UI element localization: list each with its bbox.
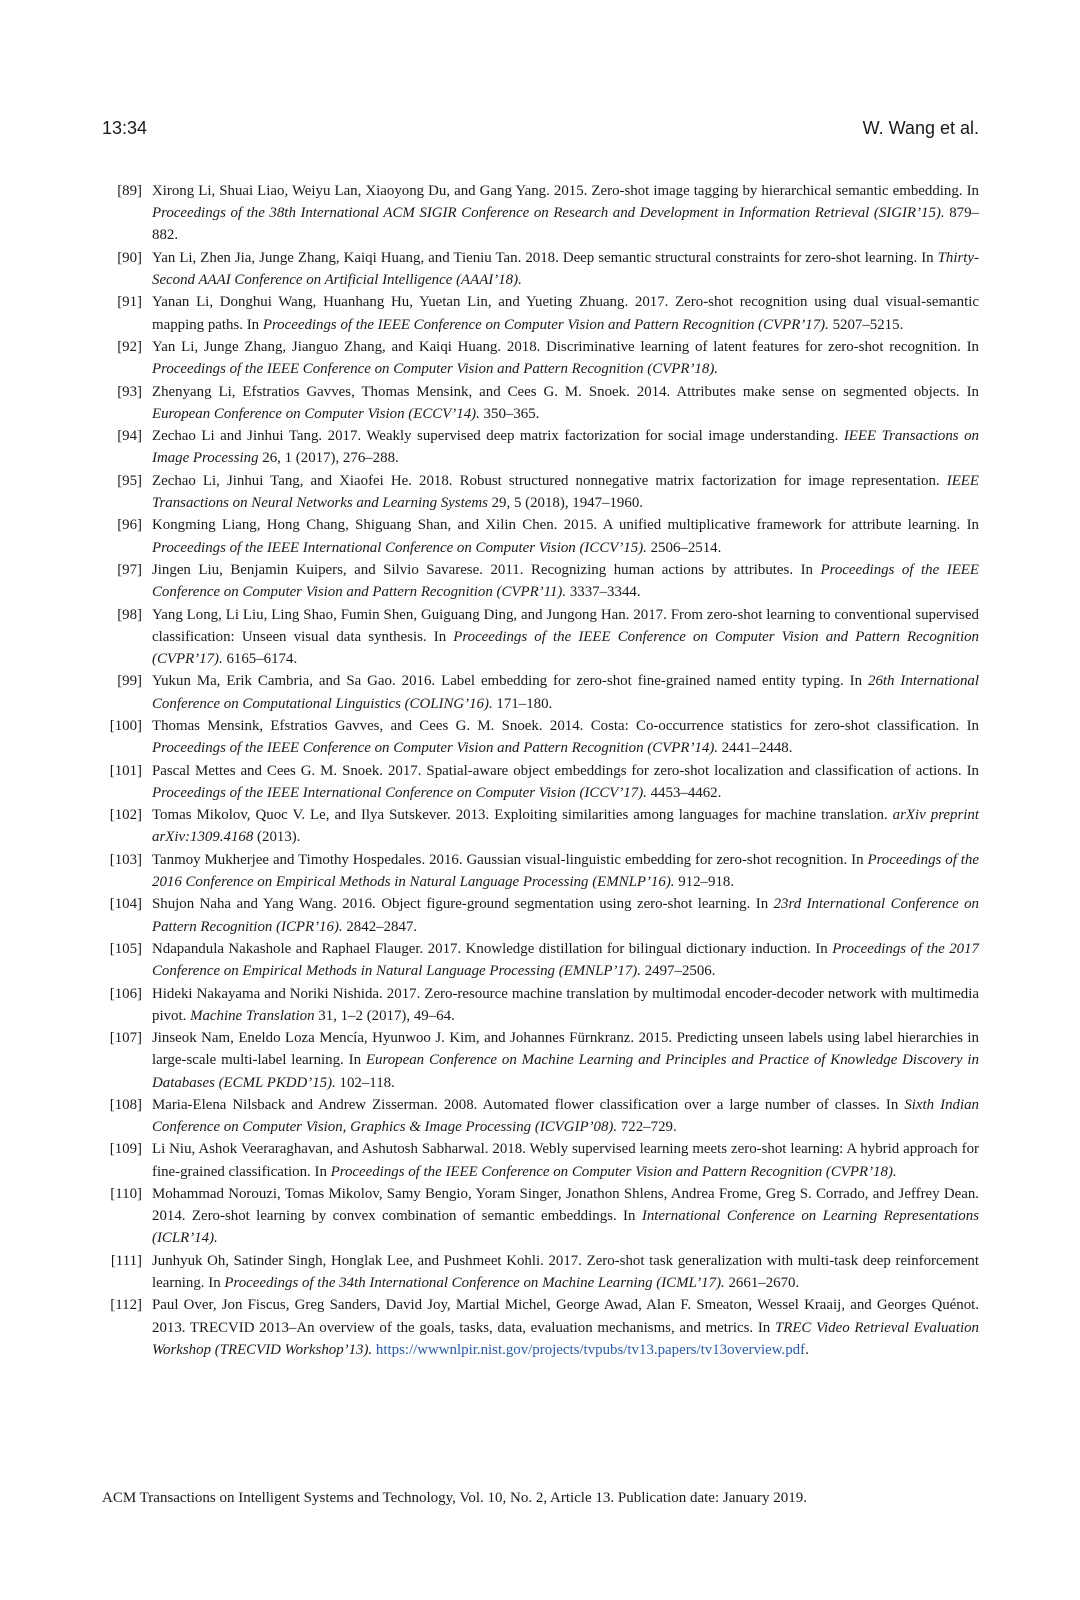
reference-venue: Proceedings of the 2016 Conference on Empirical Methods in Natural Language Processing (EMNLP’16). [152,851,979,890]
reference-text [152,607,979,667]
reference-venue: arXiv preprint arXiv:1309.4168 [152,807,980,846]
reference-segment: 2842–2847. [342,918,418,935]
reference-segment: 102–118. [335,1074,395,1091]
reference-venue: Proceedings of the IEEE Conference on Computer Vision and Pattern Recognition (CVPR’11). [152,561,979,601]
reference-venue: European Conference on Machine Learning and Principles and Practice of Knowledge Discovery in Databases (ECML PKDD’15). [152,1052,979,1091]
reference-item [80,760,979,804]
reference-text [152,1030,979,1090]
reference-text [152,941,979,979]
reference-segment: Zechao Li, Jinhui Tang, and Xiaofei He. 2018. Robust structured nonnegative matrix factorization for image representation. [152,472,947,489]
reference-item [80,1094,979,1138]
reference-number: [97] [117,561,142,578]
reference-venue: IEEE Transactions on Neural Networks and Learning Systems [152,472,979,511]
reference-segment: 2497–2506. [641,963,716,980]
reference-number: [106] [109,985,142,1002]
reference-url-link[interactable]: https://wwwnlpir.nist.gov/projects/tvpubs/tv13.papers/tv13overview.pdf [375,1341,806,1358]
reference-item [80,514,979,558]
reference-number: [101] [109,762,142,779]
reference-item [80,1027,979,1094]
reference-segment: Yang Long, Li Liu, Ling Shao, Fumin Shen, Guiguang Ding, and Jungong Han. 2017. From zero-shot learning to conventional supervised classification: Unseen visual data synthesis. In [152,606,979,645]
reference-segment: Ndapandula Nakashole and Raphael Flauger. 2017. Knowledge distillation for bilingual dictionary induction. In [152,940,833,957]
reference-segment: Paul Over, Jon Fiscus, Greg Sanders, David Joy, Martial Michel, George Awad, Alan F. Smeaton, Wessel Kraaij, and Georges Quénot. 2013. TRECVID 2013–An overview of the goals, tasks, data, evaluation mechanisms, and metrics. In [152,1297,979,1336]
reference-segment: (2013). [253,829,301,846]
page-number: 13:34 [102,118,148,138]
reference-item [80,604,979,671]
reference-item [80,804,979,848]
reference-segment: Xirong Li, Shuai Liao, Weiyu Lan, Xiaoyong Du, and Gang Yang. 2015. Zero-shot image tagging by hierarchical semantic embedding. In [152,183,979,199]
reference-venue: Proceedings of the 34th International Conference on Machine Learning (ICML’17). [224,1275,725,1292]
reference-text [152,763,979,801]
reference-number: [92] [117,338,142,355]
reference-venue: Proceedings of the IEEE Conference on Computer Vision and Pattern Recognition (CVPR’18). [330,1163,897,1180]
reference-segment: 5207–5215. [828,316,904,333]
reference-venue: IEEE Transactions on Image Processing [152,428,979,467]
reference-venue: Proceedings of the IEEE International Conference on Computer Vision (ICCV’15). [152,539,647,556]
reference-segment: 26, 1 (2017), 276–288. [258,450,399,467]
reference-number: [105] [109,940,142,957]
reference-item [80,381,979,425]
reference-venue: Machine Translation [190,1007,315,1024]
reference-segment: 722–729. [617,1119,677,1136]
running-header [102,118,979,139]
reference-item [80,1138,979,1182]
reference-number: [96] [117,517,142,534]
reference-text [152,852,979,890]
reference-segment: Yan Li, Junge Zhang, Jianguo Zhang, and Kaiqi Huang. 2018. Discriminative learning of latent features for zero-shot recognition. In [152,338,979,355]
reference-venue: Proceedings of the IEEE Conference on Computer Vision and Pattern Recognition (CVPR’17). [262,316,829,333]
reference-text [152,807,979,845]
reference-venue: Sixth Indian Conference on Computer Vision, Graphics & Image Processing (ICVGIP’08). [152,1096,980,1136]
reference-text [152,294,979,332]
reference-text [152,339,979,377]
reference-item [80,1250,979,1294]
reference-text [152,250,979,288]
reference-segment: Jingen Liu, Benjamin Kuipers, and Silvio Savarese. 2011. Recognizing human actions by attributes. In [152,561,821,578]
reference-segment: 879–882. [152,205,979,244]
reference-number: [107] [109,1030,142,1047]
reference-number: [111] [110,1252,142,1269]
reference-segment: Tanmoy Mukherjee and Timothy Hospedales. 2016. Gaussian visual-linguistic embedding for zero-shot recognition. In [152,851,868,868]
reference-text [152,1141,979,1179]
reference-item [80,983,979,1027]
reference-segment: 6165–6174. [222,650,298,667]
reference-venue: 26th International Conference on Computational Linguistics (COLING’16). [152,673,980,712]
reference-item [80,247,979,291]
reference-segment: Yukun Ma, Erik Cambria, and Sa Gao. 2016. Label embedding for zero-shot fine-grained named entity typing. In [152,673,868,690]
reference-venue: Thirty-Second AAAI Conference on Artificial Intelligence (AAAI’18). [152,249,979,288]
reference-number: [104] [109,896,142,913]
journal-footer: ACM Transactions on Intelligent Systems and Technology, Vol. 10, No. 2, Article 13. Publication date: January 2019. [102,1490,808,1506]
reference-item [80,180,979,247]
reference-venue: Proceedings of the IEEE International Conference on Computer Vision (ICCV’17). [152,784,647,801]
reference-segment: Yanan Li, Donghui Wang, Huanhang Hu, Yuetan Lin, and Yueting Zhuang. 2017. Zero-shot recognition using dual visual-semantic mapping paths. In [152,294,979,333]
reference-segment: 912–918. [674,873,735,890]
reference-item [80,938,979,982]
reference-item [80,470,979,514]
reference-segment: Kongming Liang, Hong Chang, Shiguang Shan, and Xilin Chen. 2015. A unified multiplicative framework for attribute learning. In [152,517,979,534]
reference-number: [112] [110,1297,142,1314]
reference-segment: 3337–3344. [566,584,641,601]
reference-text [152,473,979,511]
reference-segment: 2661–2670. [724,1275,800,1292]
reference-number: [102] [109,807,142,824]
reference-number: [95] [117,472,142,489]
reference-text [152,986,979,1024]
reference-segment: . [805,1341,809,1358]
reference-number: [103] [109,851,142,868]
reference-number: [108] [109,1096,142,1113]
reference-text [152,718,979,756]
reference-segment: Zechao Li and Jinhui Tang. 2017. Weakly supervised deep matrix factorization for social image understanding. [152,428,844,445]
reference-venue: Proceedings of the IEEE Conference on Computer Vision and Pattern Recognition (CVPR’17). [152,628,979,667]
reference-text [152,1186,979,1246]
reference-venue: International Conference on Learning Representations (ICLR’14). [152,1208,979,1247]
reference-segment: Thomas Mensink, Efstratios Gavves, and Cees G. M. Snoek. 2014. Costa: Co-occurrence statistics for zero-shot classification. In [152,717,979,734]
reference-segment: Pascal Mettes and Cees G. M. Snoek. 2017. Spatial-aware object embeddings for zero-shot localization and classification of actions. In [152,762,979,779]
reference-list [80,180,979,1361]
reference-item [80,425,979,469]
reference-item [80,559,979,603]
reference-number: [109] [109,1141,142,1158]
reference-segment: Maria-Elena Nilsback and Andrew Zisserman. 2008. Automated flower classification over a large number of classes. In [152,1096,905,1113]
reference-item [80,336,979,380]
reference-venue: Proceedings of the 2017 Conference on Empirical Methods in Natural Language Processing (EMNLP’17). [152,940,979,980]
reference-segment: Mohammad Norouzi, Tomas Mikolov, Samy Bengio, Yoram Singer, Jonathon Shlens, Andrea Frome, Greg S. Corrado, and Jeffrey Dean. 2014. Zero-shot learning by convex combination of semantic embeddings. In [152,1186,979,1225]
reference-segment: 2506–2514. [646,539,722,556]
reference-segment: Junhyuk Oh, Satinder Singh, Honglak Lee, and Pushmeet Kohli. 2017. Zero-shot task generalization with multi-task deep reinforcement learning. In [152,1252,979,1292]
reference-segment: 29, 5 (2018), 1947–1960. [487,494,643,511]
reference-segment: 31, 1–2 (2017), 49–64. [314,1007,455,1024]
reference-venue: European Conference on Computer Vision (ECCV’14). [152,405,480,422]
reference-text [152,183,979,243]
reference-segment: Yan Li, Zhen Jia, Junge Zhang, Kaiqi Huang, and Tieniu Tan. 2018. Deep semantic structural constraints for zero-shot learning. In [152,249,938,266]
reference-number: [98] [117,606,142,623]
reference-item [80,849,979,893]
reference-text [152,1097,979,1135]
reference-venue: 23rd International Conference on Pattern Recognition (ICPR’16). [152,896,979,935]
reference-item [80,670,979,714]
reference-text [152,1297,979,1357]
reference-segment: Tomas Mikolov, Quoc V. Le, and Ilya Sutskever. 2013. Exploiting similarities among languages for machine translation. [152,807,893,824]
reference-item [80,1294,979,1361]
reference-segment: 4453–4462. [646,784,722,801]
reference-text [152,428,979,466]
reference-number: [90] [117,249,142,266]
reference-segment: 2441–2448. [718,740,793,757]
reference-venue: Proceedings of the 38th International ACM SIGIR Conference on Research and Development in Information Retrieval (SIGIR’15). [152,205,945,222]
reference-item [80,893,979,937]
running-authors: W. Wang et al. [862,118,979,138]
reference-segment: 171–180. [492,695,553,712]
reference-text [152,896,979,934]
reference-venue: Proceedings of the IEEE Conference on Computer Vision and Pattern Recognition (CVPR’18). [152,361,718,378]
reference-text [152,517,979,555]
reference-item [80,715,979,759]
reference-segment: Shujon Naha and Yang Wang. 2016. Object figure-ground segmentation using zero-shot learning. In [152,896,774,913]
reference-venue: Proceedings of the IEEE Conference on Computer Vision and Pattern Recognition (CVPR’14). [152,740,718,757]
reference-number: [110] [110,1186,142,1203]
reference-text [152,384,979,422]
reference-text [152,673,979,711]
reference-number: [99] [117,673,142,690]
reference-number: [94] [117,428,142,445]
reference-text [152,562,979,600]
reference-item [80,291,979,335]
reference-number: [100] [109,717,142,734]
reference-item [80,1183,979,1250]
reference-segment: 350–365. [479,405,540,422]
reference-venue: TREC Video Retrieval Evaluation Workshop (TRECVID Workshop’13). [152,1319,979,1358]
reference-segment: Hideki Nakayama and Noriki Nishida. 2017. Zero-resource machine translation by multimodal encoder-decoder network with multimedia pivot. [152,985,979,1024]
reference-segment: Zhenyang Li, Efstratios Gavves, Thomas Mensink, and Cees G. M. Snoek. 2014. Attributes make sense on segmented objects. In [152,383,979,400]
reference-segment: Li Niu, Ashok Veeraraghavan, and Ashutosh Sabharwal. 2018. Webly supervised learning meets zero-shot learning: A hybrid approach for fine-grained classification. In [152,1141,979,1180]
reference-text [152,1253,979,1291]
reference-number: [93] [117,383,142,400]
reference-number: [89] [117,183,142,199]
reference-number: [91] [117,294,142,311]
reference-segment: Jinseok Nam, Eneldo Loza Mencía, Hyunwoo J. Kim, and Johannes Fürnkranz. 2015. Predicting unseen labels using label hierarchies in large-scale multi-label learning. In [152,1030,979,1069]
